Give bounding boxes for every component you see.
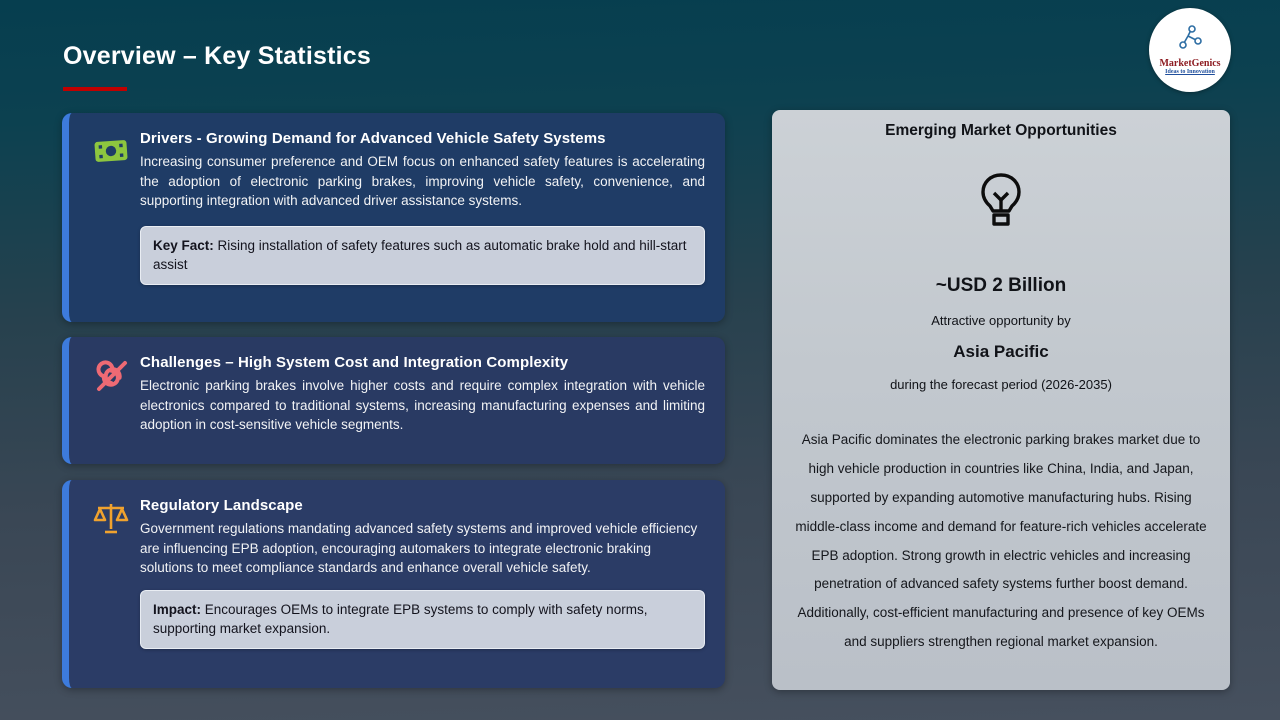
broken-link-icon (92, 356, 130, 394)
lightbulb-icon (792, 171, 1210, 229)
opportunity-subtitle: Attractive opportunity by (931, 313, 1071, 328)
drivers-card (62, 113, 725, 322)
impact-text: Encourages OEMs to integrate EPB systems to comply with safety norms, supporting market expansion. (153, 601, 648, 637)
molecule-icon (1175, 25, 1205, 56)
impact-box (140, 590, 705, 649)
page-title: Overview – Key Statistics (63, 42, 371, 70)
opportunity-period: during the forecast period (2026-2035) (890, 377, 1112, 392)
marketgenics-logo (1149, 8, 1231, 92)
opportunity-description: Asia Pacific dominates the electronic parking brakes market due to high vehicle production in countries like China, India, and Japan, supported by expanding automotive manufacturing hubs. Rising middle-class income and demand for feature-rich vehicles accelerate EPB adoption. Strong growth in electric vehicles and increasing penetration of advanced safety systems further boost demand. Additionally, cost-efficient manufacturing and presence of key OEMs and suppliers strengthen regional market expansion. (795, 432, 1207, 650)
opportunity-value: ~USD 2 Billion (935, 275, 1067, 296)
impact-label: Impact: (153, 601, 202, 617)
opportunity-region: Asia Pacific (953, 342, 1049, 361)
emerging-opportunities-panel (772, 110, 1230, 690)
drivers-card-title: Drivers - Growing Demand for Advanced Vehicle Safety Systems (140, 130, 606, 147)
scales-icon (92, 499, 130, 537)
regulatory-card-title: Regulatory Landscape (140, 497, 303, 514)
money-bill-icon (92, 132, 130, 170)
logo-name: MarketGenics (1159, 58, 1221, 69)
title-underline (63, 87, 127, 91)
challenges-card-body: Electronic parking brakes involve higher costs and require complex integration with vehicle electronics compared to traditional systems, increasing manufacturing expenses and limiting adoption in cost-sensitive vehicle segments. (140, 378, 705, 433)
logo-tagline: Ideas to Innovation (1165, 69, 1215, 75)
challenges-card (62, 337, 725, 464)
opportunities-panel-title: Emerging Market Opportunities (885, 122, 1117, 139)
regulatory-card-body: Government regulations mandating advanced safety systems and improved vehicle efficiency are influencing EPB adoption, encouraging automakers to integrate electronic braking solutions to meet compliance standards and enhance overall vehicle safety. (140, 521, 698, 576)
key-fact-box (140, 226, 705, 285)
key-fact-label: Key Fact: (153, 237, 214, 253)
regulatory-card (62, 480, 725, 688)
challenges-card-title: Challenges – High System Cost and Integration Complexity (140, 354, 569, 371)
key-fact-text: Rising installation of safety features such as automatic brake hold and hill-start assist (153, 237, 687, 273)
drivers-card-body: Increasing consumer preference and OEM focus on enhanced safety features is accelerating the adoption of electronic parking brakes, improving vehicle safety, convenience, and supporting integration with advanced driver assistance systems. (140, 154, 705, 209)
